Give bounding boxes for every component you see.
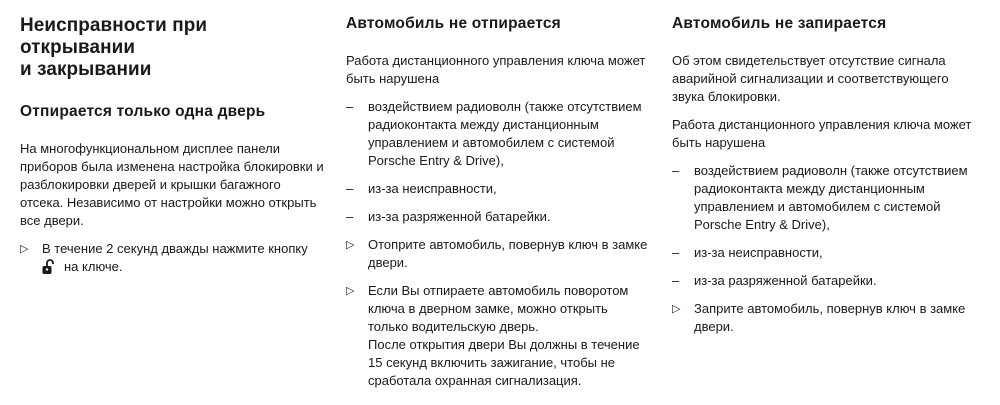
reason-item: – из-за разряженной батарейки. bbox=[672, 272, 977, 290]
paragraph-one-door: На многофункциональном дисплее панели приборов была изменена настройка блокировки и разблокировки дверей и крышки багажного отсека. Независимо от настройки можно открыть все двери. bbox=[20, 141, 324, 228]
column-left bbox=[20, 14, 325, 286]
reason-item: – воздействием радиоволн (также отсутствием радиоконтакта между дистанционным управлением и автомобилем с системой Porsche Entry & Drive), bbox=[346, 98, 651, 170]
action-list bbox=[672, 300, 977, 336]
action-step-text: Отоприте автомобиль, повернув ключ в замке двери. bbox=[368, 237, 648, 270]
action-list bbox=[346, 236, 651, 390]
triangle-bullet-icon: ▷ bbox=[20, 243, 29, 255]
section-heading bbox=[20, 14, 316, 80]
triangle-bullet-icon: ▷ bbox=[346, 239, 355, 251]
reason-list bbox=[346, 98, 651, 226]
action-step bbox=[672, 300, 977, 336]
reason-item: – из-за неисправности, bbox=[346, 180, 651, 198]
reason-item: – из-за разряженной батарейки. bbox=[346, 208, 651, 226]
section-heading-line2: и закрывании bbox=[20, 58, 152, 80]
action-step-text: Заприте автомобиль, повернув ключ в замке двери. bbox=[694, 301, 966, 334]
heading-does-not-lock: Автомобиль не запирается bbox=[672, 15, 887, 32]
unlock-key-icon bbox=[42, 259, 54, 275]
intro-paragraph: Работа дистанционного управления ключа может быть нарушена bbox=[346, 53, 646, 86]
triangle-bullet-icon: ▷ bbox=[346, 285, 355, 297]
action-list bbox=[20, 240, 325, 276]
reason-list bbox=[672, 162, 977, 290]
section-heading-line1: Неисправности при открывании bbox=[20, 14, 208, 58]
reason-item: – из-за неисправности, bbox=[672, 244, 977, 262]
triangle-bullet-icon: ▷ bbox=[672, 303, 681, 315]
action-step-line1: В течение 2 секунд дважды нажмите кнопку bbox=[42, 241, 308, 256]
subheading-one-door: Отпирается только одна дверь bbox=[20, 103, 266, 120]
action-step-note: После открытия двери Вы должны в течение 15 секунд включить зажигание, чтобы не сработала охранная сигнализация. bbox=[368, 337, 640, 388]
reason-item: – воздействием радиоволн (также отсутствием радиоконтакта между дистанционным управлением и автомобилем с системой Porsche Entry & Drive), bbox=[672, 162, 977, 234]
action-step bbox=[346, 282, 651, 390]
action-step-text: Если Вы отпираете автомобиль поворотом ключа в дверном замке, можно открыть только водительскую дверь. bbox=[368, 283, 629, 334]
intro-paragraph-2: Работа дистанционного управления ключа может быть нарушена bbox=[672, 117, 972, 150]
column-middle bbox=[346, 14, 651, 400]
column-right bbox=[672, 14, 977, 346]
action-step bbox=[346, 236, 651, 272]
intro-paragraph: Об этом свидетельствует отсутствие сигнала аварийной сигнализации и соответствующего звука блокировки. bbox=[672, 53, 949, 104]
heading-does-not-unlock: Автомобиль не отпирается bbox=[346, 15, 561, 32]
action-step-line2: на ключе. bbox=[64, 259, 123, 274]
action-step bbox=[20, 240, 325, 276]
